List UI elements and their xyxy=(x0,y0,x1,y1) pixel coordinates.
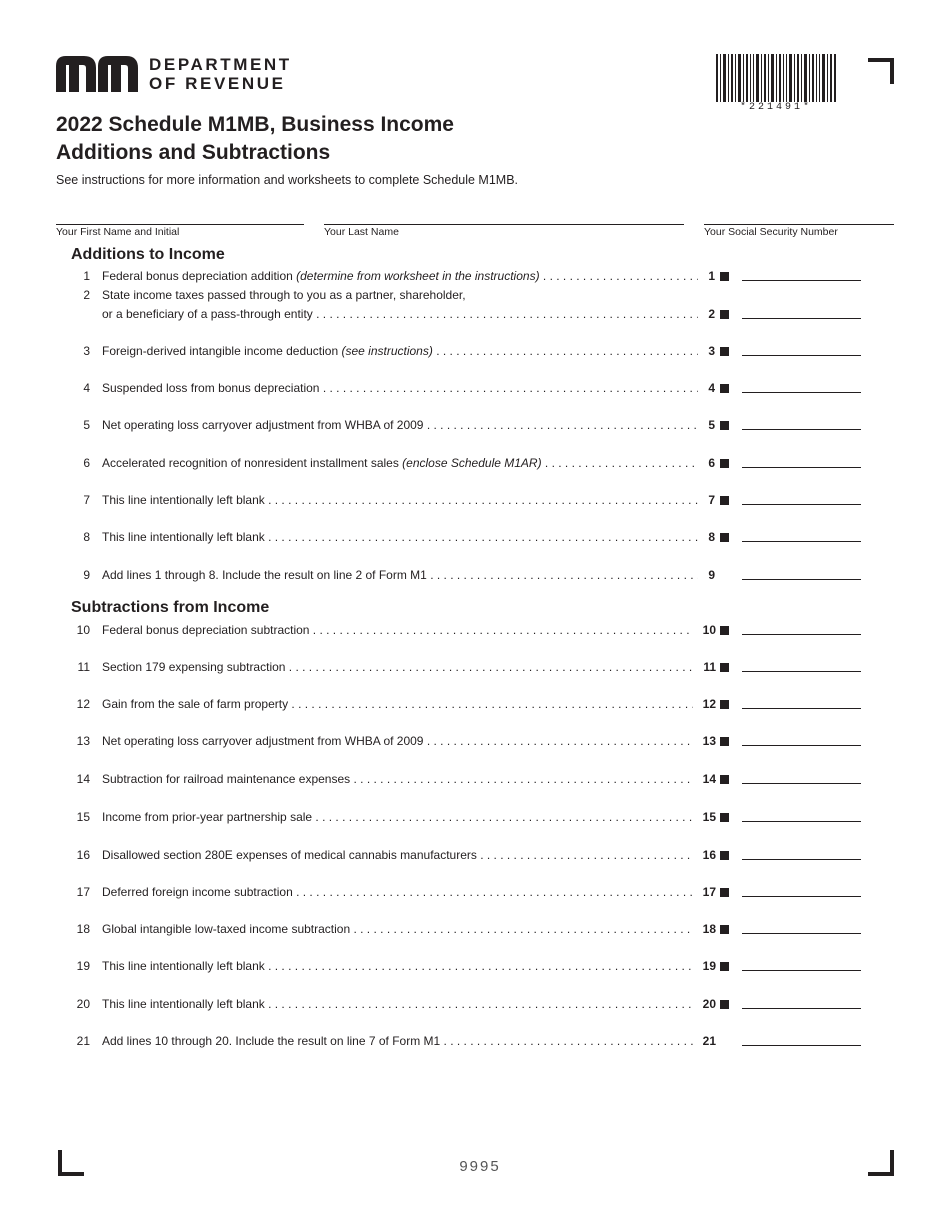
required-marker-icon xyxy=(720,813,729,822)
line-number: 17 xyxy=(76,885,90,899)
line-20 xyxy=(0,995,950,1013)
form-code: 9995 xyxy=(459,1158,501,1175)
line-ref: 11 xyxy=(703,660,716,674)
line-description: Net operating loss carryover adjustment from WHBA of 2009 . . . xyxy=(102,732,693,750)
line-12-amount-input[interactable] xyxy=(742,708,861,709)
line-number: 8 xyxy=(83,530,90,544)
required-marker-icon xyxy=(720,459,729,468)
line-6 xyxy=(0,454,950,472)
required-marker-icon xyxy=(720,962,729,971)
line-number: 9 xyxy=(83,568,90,582)
line-15 xyxy=(0,808,950,826)
ssn-label: Your Social Security Number xyxy=(704,226,838,238)
line-ref: 7 xyxy=(708,493,715,507)
line-11 xyxy=(0,658,950,676)
line-ref: 19 xyxy=(702,959,716,973)
line-6-amount-input[interactable] xyxy=(742,467,861,468)
line-21 xyxy=(0,1032,950,1050)
form-title xyxy=(56,111,454,167)
line-number: 20 xyxy=(76,997,90,1011)
line-5 xyxy=(0,416,950,434)
line-12 xyxy=(0,695,950,713)
required-marker-icon xyxy=(720,310,729,319)
department-name xyxy=(149,55,292,93)
line-7 xyxy=(0,491,950,509)
line-2-amount-input[interactable] xyxy=(742,318,861,319)
ssn-field[interactable] xyxy=(704,224,894,238)
line-ref: 18 xyxy=(702,922,716,936)
required-marker-icon xyxy=(720,347,729,356)
line-4 xyxy=(0,379,950,397)
line-3-amount-input[interactable] xyxy=(742,355,861,356)
line-number: 10 xyxy=(76,623,90,637)
line-ref: 8 xyxy=(708,530,715,544)
line-description: Deferred foreign income subtraction . . . xyxy=(102,883,693,901)
line-ref: 12 xyxy=(702,697,716,711)
line-number: 16 xyxy=(76,848,90,862)
line-7-amount-input[interactable] xyxy=(742,504,861,505)
line-description: Subtraction for railroad maintenance expenses . . . xyxy=(102,770,693,788)
line-3 xyxy=(0,342,950,360)
line-description: This line intentionally left blank . . . xyxy=(102,491,698,509)
line-description: This line intentionally left blank . . . xyxy=(102,957,693,975)
required-marker-icon xyxy=(720,851,729,860)
line-number: 1 xyxy=(83,269,90,283)
mn-logo xyxy=(56,56,138,92)
required-marker-icon xyxy=(720,533,729,542)
line-ref: 6 xyxy=(708,456,715,470)
intro-text: See instructions for more information and worksheets to complete Schedule M1MB. xyxy=(56,173,519,187)
line-14 xyxy=(0,770,950,788)
line-ref: 5 xyxy=(708,418,715,432)
line-description-cont: or a beneficiary of a pass-through entity . . . xyxy=(102,305,698,323)
line-description: State income taxes passed through to you as a partner, shareholder, xyxy=(102,288,466,302)
line-5-amount-input[interactable] xyxy=(742,429,861,430)
line-description: Income from prior-year partnership sale . . . xyxy=(102,808,693,826)
line-9 xyxy=(0,566,950,584)
dept-line-1: DEPARTMENT xyxy=(149,55,292,74)
line-2-first xyxy=(0,286,950,304)
corner-mark-top-right xyxy=(868,58,894,84)
required-marker-icon xyxy=(720,421,729,430)
barcode-number: *221491* xyxy=(739,102,812,113)
line-description: This line intentionally left blank . . . xyxy=(102,528,698,546)
first-name-label: Your First Name and Initial xyxy=(56,226,180,238)
line-10-amount-input[interactable] xyxy=(742,634,861,635)
line-number: 13 xyxy=(76,734,90,748)
line-description: Accelerated recognition of nonresident installment sales (enclose Schedule M1AR) . . . xyxy=(102,454,698,472)
required-marker-icon xyxy=(720,496,729,505)
line-ref: 13 xyxy=(702,734,716,748)
line-17 xyxy=(0,883,950,901)
line-8 xyxy=(0,528,950,546)
line-21-amount-input[interactable] xyxy=(742,1045,861,1046)
line-description: This line intentionally left blank . . . xyxy=(102,995,693,1013)
required-marker-icon xyxy=(720,663,729,672)
line-description: Section 179 expensing subtraction . . . xyxy=(102,658,693,676)
line-19-amount-input[interactable] xyxy=(742,970,861,971)
line-description: Foreign-derived intangible income deduction (see instructions) . . . xyxy=(102,342,698,360)
required-marker-icon xyxy=(720,888,729,897)
line-number: 11 xyxy=(77,660,90,674)
line-16-amount-input[interactable] xyxy=(742,859,861,860)
line-description: Federal bonus depreciation subtraction . . . xyxy=(102,621,693,639)
line-1 xyxy=(0,267,950,285)
line-ref: 9 xyxy=(708,568,715,582)
line-20-amount-input[interactable] xyxy=(742,1008,861,1009)
line-ref: 1 xyxy=(708,269,715,283)
line-2 xyxy=(0,305,950,323)
line-19 xyxy=(0,957,950,975)
corner-mark-bottom-right xyxy=(868,1150,894,1176)
line-8-amount-input[interactable] xyxy=(742,541,861,542)
required-marker-icon xyxy=(720,925,729,934)
line-number: 3 xyxy=(83,344,90,358)
line-description: Add lines 1 through 8. Include the result on line 2 of Form M1 . . . xyxy=(102,566,698,584)
last-name-field[interactable] xyxy=(324,224,684,238)
line-11-amount-input[interactable] xyxy=(742,671,861,672)
dept-line-2: OF REVENUE xyxy=(149,74,286,93)
line-ref: 17 xyxy=(702,885,716,899)
subtractions-heading: Subtractions from Income xyxy=(71,599,270,616)
required-marker-icon xyxy=(720,737,729,746)
line-18 xyxy=(0,920,950,938)
corner-mark-bottom-left xyxy=(58,1150,84,1176)
line-ref: 10 xyxy=(702,623,716,637)
line-ref: 3 xyxy=(708,344,715,358)
required-marker-icon xyxy=(720,1000,729,1009)
line-number: 5 xyxy=(83,418,90,432)
first-name-field[interactable] xyxy=(56,224,304,238)
required-marker-icon xyxy=(720,700,729,709)
line-description: Disallowed section 280E expenses of medical cannabis manufacturers . . . xyxy=(102,846,693,864)
line-ref: 16 xyxy=(702,848,716,862)
line-description: Suspended loss from bonus depreciation . . . xyxy=(102,379,698,397)
line-ref: 20 xyxy=(702,997,716,1011)
line-ref: 2 xyxy=(708,307,715,321)
line-number: 19 xyxy=(76,959,90,973)
line-ref: 15 xyxy=(702,810,716,824)
line-18-amount-input[interactable] xyxy=(742,933,861,934)
line-number: 15 xyxy=(76,810,90,824)
line-description: Gain from the sale of farm property . . . xyxy=(102,695,693,713)
line-description: Net operating loss carryover adjustment from WHBA of 2009 . . . xyxy=(102,416,698,434)
required-marker-icon xyxy=(720,775,729,784)
line-number: 4 xyxy=(83,381,90,395)
required-marker-icon xyxy=(720,626,729,635)
line-15-amount-input[interactable] xyxy=(742,821,861,822)
title-line-1: 2022 Schedule M1MB, Business Income xyxy=(56,113,454,136)
line-number: 12 xyxy=(76,697,90,711)
line-description: Global intangible low-taxed income subtraction . . . xyxy=(102,920,693,938)
line-ref: 14 xyxy=(702,772,716,786)
line-number: 14 xyxy=(76,772,90,786)
title-line-2: Additions and Subtractions xyxy=(56,141,331,164)
line-17-amount-input[interactable] xyxy=(742,896,861,897)
line-13-amount-input[interactable] xyxy=(742,745,861,746)
line-13 xyxy=(0,732,950,750)
barcode xyxy=(716,54,836,104)
line-description: Federal bonus depreciation addition (determine from worksheet in the instructions) . . . xyxy=(102,267,698,285)
required-marker-icon xyxy=(720,384,729,393)
line-16 xyxy=(0,846,950,864)
last-name-label: Your Last Name xyxy=(324,226,399,238)
line-number: 6 xyxy=(83,456,90,470)
line-14-amount-input[interactable] xyxy=(742,783,861,784)
additions-heading: Additions to Income xyxy=(71,246,225,263)
line-ref: 4 xyxy=(708,381,715,395)
line-1-amount-input[interactable] xyxy=(742,280,861,281)
line-4-amount-input[interactable] xyxy=(742,392,861,393)
line-10 xyxy=(0,621,950,639)
line-number: 2 xyxy=(83,288,90,302)
line-number: 7 xyxy=(83,493,90,507)
line-description: Add lines 10 through 20. Include the result on line 7 of Form M1 . . . xyxy=(102,1032,693,1050)
line-number: 21 xyxy=(76,1034,90,1048)
line-9-amount-input[interactable] xyxy=(742,579,861,580)
line-number: 18 xyxy=(76,922,90,936)
required-marker-icon xyxy=(720,272,729,281)
line-ref: 21 xyxy=(702,1034,716,1048)
